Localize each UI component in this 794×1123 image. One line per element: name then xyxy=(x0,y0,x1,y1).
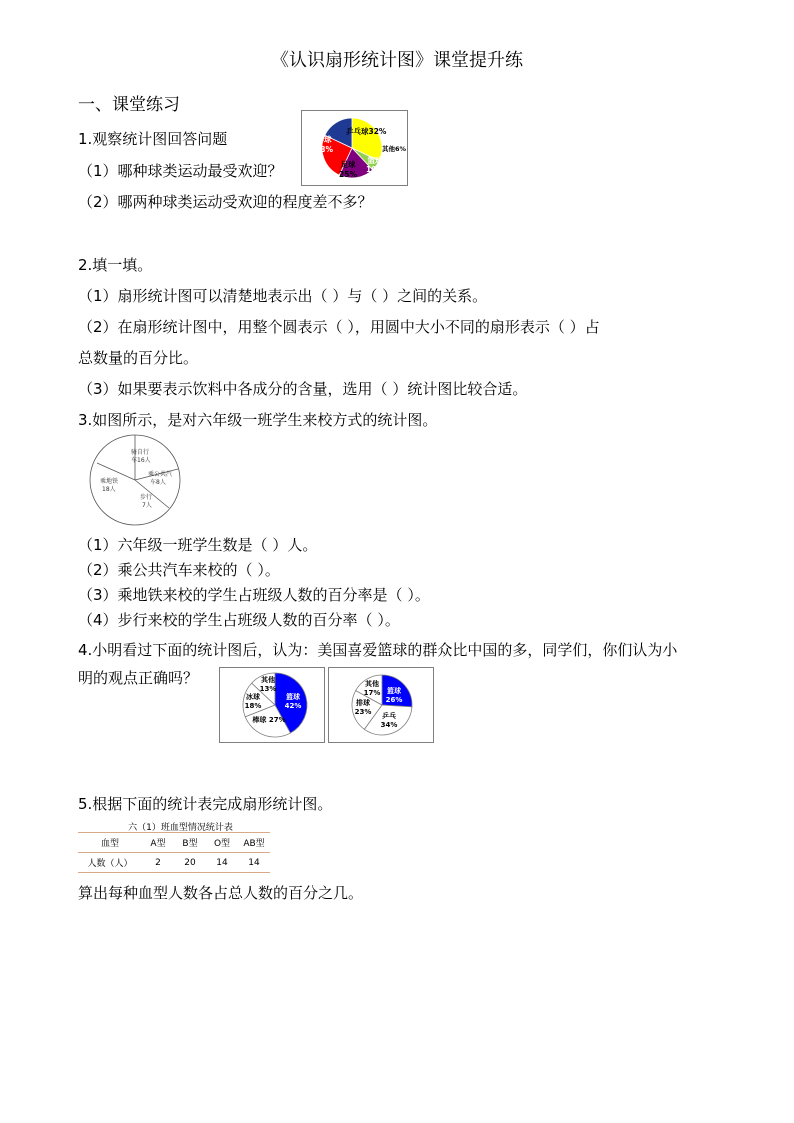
q3-pie-svg xyxy=(88,433,183,528)
q3-label-walk-l2: 7人 xyxy=(142,502,152,509)
q3-sub1: （1）六年级一班学生数是（ ）人。 xyxy=(78,536,318,554)
q3-label-subway-l1: 乘地铁 xyxy=(100,478,119,485)
q4b-label-volleyball-l2: 23% xyxy=(354,708,372,716)
table-header-row xyxy=(78,833,270,853)
q4a-label-other-l2: 13% xyxy=(259,685,277,693)
table-row xyxy=(78,853,270,873)
q1-pie-svg xyxy=(302,111,407,185)
table-header-cell: AB型 xyxy=(238,833,270,853)
q5-stem: 5.根据下面的统计表完成扇形统计图。 xyxy=(78,795,333,813)
q2-sub1: （1）扇形统计图可以清楚地表示出（ ）与（ ）之间的关系。 xyxy=(78,287,488,305)
q4b-label-other-l2: 17% xyxy=(363,689,381,697)
q4b-label-volleyball-l1: 排球 xyxy=(356,699,370,707)
q3-label-bike-l2: 车16人 xyxy=(131,457,151,464)
q1-label-other: 其他6% xyxy=(381,145,407,153)
q3-sub3: （3）乘地铁来校的学生占班级人数的百分率是（ ）。 xyxy=(78,586,430,604)
q2-sub3: （3）如果要表示饮料中各成分的含量，选用（ ）统计图比较合适。 xyxy=(78,380,528,398)
q4a-label-baseball: 棒球 27% xyxy=(252,716,286,724)
q1-label-pingpong: 乒乓球32% xyxy=(346,127,387,136)
q1-label-basketball-name: 篮球 xyxy=(367,156,383,165)
q3-label-bus-l1: 乘公共汽 xyxy=(148,471,173,478)
q4a-label-icehockey-l1: 冰球 xyxy=(246,693,260,701)
q1-stem: 1.观察统计图回答问题 xyxy=(78,130,228,148)
q3-label-subway-l2: 18人 xyxy=(102,486,116,493)
q4-pie-chart-usa xyxy=(219,667,325,743)
table-header-cell: A型 xyxy=(142,833,174,853)
q1-label-football-name: 足球 xyxy=(340,160,356,169)
table-cell: 20 xyxy=(174,853,206,873)
q1-label-volleyball-value: 18% xyxy=(315,145,333,154)
q4b-label-pingpong-l1: 乒乓 xyxy=(382,712,396,720)
section-heading: 一、课堂练习 xyxy=(78,95,180,115)
q4b-label-pingpong-l2: 34% xyxy=(380,721,398,729)
q3-label-walk-l1: 步行 xyxy=(140,494,153,501)
page-title: 《认识扇形统计图》课堂提升练 xyxy=(271,50,523,71)
table-header-cell: O型 xyxy=(206,833,238,853)
table-header-cell: 血型 xyxy=(78,833,142,853)
table-cell: 14 xyxy=(206,853,238,873)
q2-sub2b: 总数量的百分比。 xyxy=(78,349,199,367)
q4-stem-b: 明的观点正确吗？ xyxy=(78,669,199,687)
q4b-label-basketball-l2: 26% xyxy=(385,696,403,704)
q1-sub1: （1）哪种球类运动最受欢迎？ xyxy=(78,162,283,180)
q1-label-volleyball-name: 排球 xyxy=(316,135,332,144)
q4-usa-svg xyxy=(220,668,324,742)
q4a-label-basketball-l1: 篮球 xyxy=(286,693,300,701)
q5-note: 算出每种血型人数各占总人数的百分之几。 xyxy=(78,884,364,902)
q5-blood-type-table xyxy=(78,832,270,873)
q1-label-football-value: 25% xyxy=(339,170,357,179)
q4a-label-icehockey-l2: 18% xyxy=(244,702,262,710)
q3-sub4: （4）步行来校的学生占班级人数的百分率（ ）。 xyxy=(78,611,400,629)
q1-label-basketball-value: 19% xyxy=(366,165,384,174)
q4-stem-a: 4.小明看过下面的统计图后，认为：美国喜爱篮球的群众比中国的多，同学们，你们认为小 xyxy=(78,641,678,659)
q4a-label-other-l1: 其他 xyxy=(261,676,275,684)
q3-sub2: （2）乘公共汽车来校的（ ）。 xyxy=(78,561,280,579)
q4b-label-basketball-l1: 篮球 xyxy=(387,687,401,695)
q2-sub2a: （2）在扇形统计图中，用整个圆表示（ ），用圆中大小不同的扇形表示（ ）占 xyxy=(78,318,600,336)
q1-sub2: （2）哪两种球类运动受欢迎的程度差不多？ xyxy=(78,193,373,211)
table-row-label: 人数（人） xyxy=(78,853,142,873)
q2-stem: 2.填一填。 xyxy=(78,256,153,274)
q3-label-bike-l1: 骑自行 xyxy=(131,449,150,456)
q4-china-svg xyxy=(329,668,433,742)
q5-table-caption: 六（1）班血型情况统计表 xyxy=(128,823,233,833)
q4a-label-basketball-l2: 42% xyxy=(284,702,302,710)
table-cell: 2 xyxy=(142,853,174,873)
q3-stem: 3.如图所示，是对六年级一班学生来校方式的统计图。 xyxy=(78,411,438,429)
q3-pie-chart xyxy=(88,433,183,528)
q4b-label-other-l1: 其他 xyxy=(365,680,379,688)
q4-pie-chart-china xyxy=(328,667,434,743)
table-cell: 14 xyxy=(238,853,270,873)
table-header-cell: B型 xyxy=(174,833,206,853)
q1-pie-chart xyxy=(301,110,408,186)
q3-label-bus-l2: 车8人 xyxy=(150,479,166,486)
